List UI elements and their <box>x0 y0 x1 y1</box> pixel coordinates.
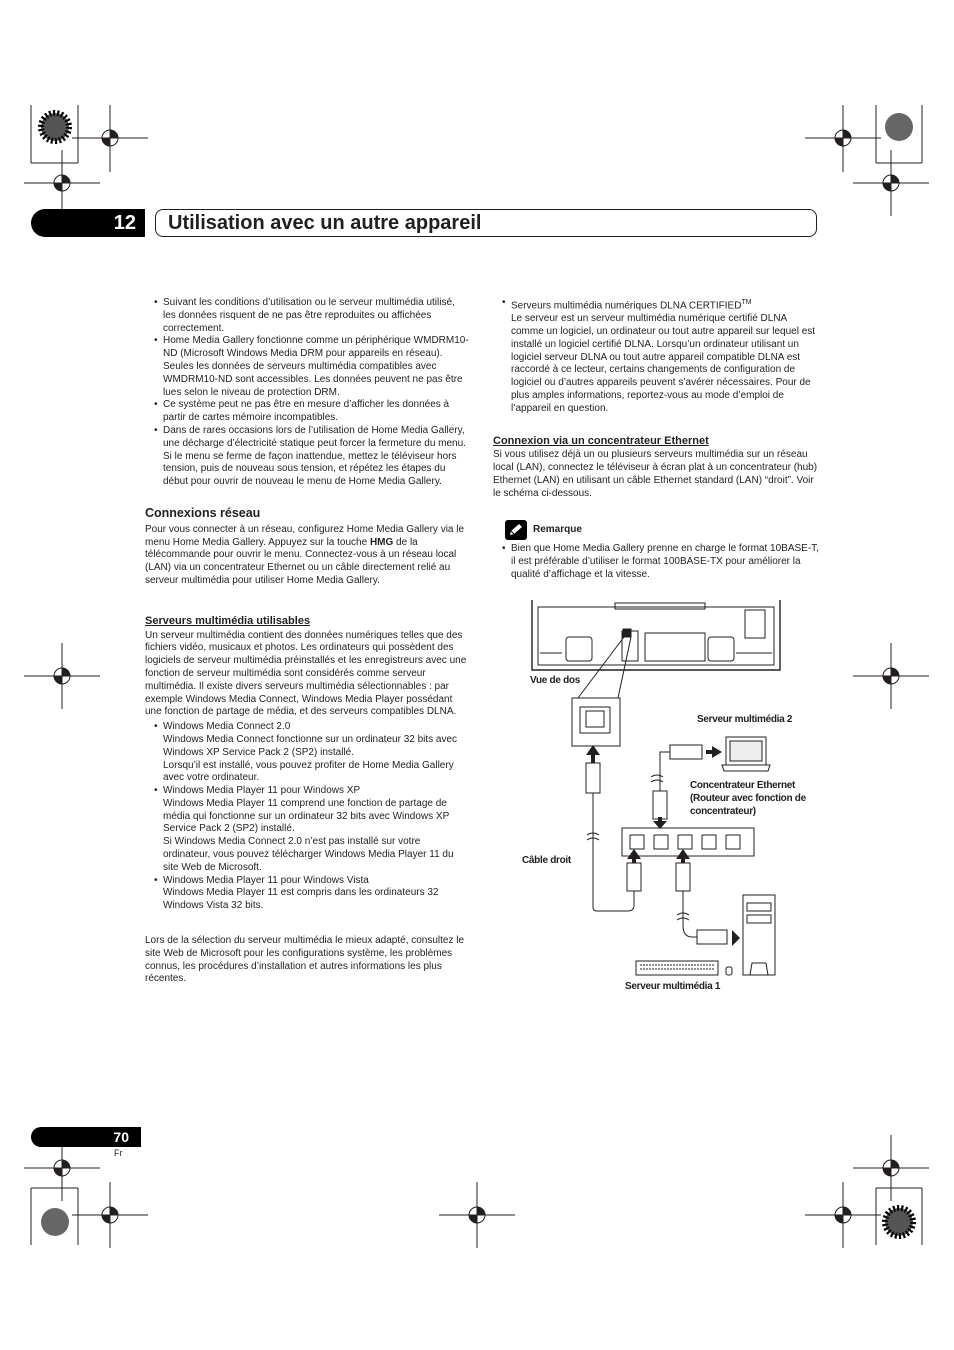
list-item-text: Windows Media Player 11 est compris dans les ordinateurs 32 Windows Vista 32 bits. <box>163 887 439 912</box>
list-item: • Dans de rares occasions lors de l’utilisation de Home Media Gallery, une décharge d’électricité statique peut forcer la fermeture du menu. Si le menu se ferme de façon inattendue, mettez le téléviseur hors tension, puis de nouveau sous tension, et répétez les étapes du début pour ouvrir de nouveau le menu de Home Media Gallery. <box>145 425 470 489</box>
note-header <box>505 520 819 540</box>
paragraph: Lors de la sélection du serveur multimédia le mieux adapté, consultez le site Web de Microsoft pour les configurations système, les problèmes connus, les procédures d’installation et autres informations les plus récentes. <box>145 935 465 985</box>
paragraph: Un serveur multimédia contient des données numériques telles que des fichiers vidéo, musicaux et photos. Les ordinateurs qui possèdent des logiciels de serveur multimédia préinstallés et les enregistreurs avec une fonction de serveur multimédia sont considérés comme serveur multimédia. Il existe divers serveurs multimédia sélectionnables : par exemple Windows Media Connect, Windows Media Player possédant une fonction de partage de média, et des serveurs compatibles DLNA. <box>145 629 467 718</box>
keyboard-icon <box>636 961 718 975</box>
list-item <box>145 875 470 913</box>
label-rear-view: Vue de dos <box>530 675 580 686</box>
note-label: Remarque <box>533 524 582 536</box>
right-column <box>493 297 819 582</box>
label-cable: Câble droit <box>522 855 571 866</box>
section-heading: Connexions réseau <box>145 505 261 520</box>
lan-port-box <box>572 698 620 746</box>
left-column <box>145 297 470 986</box>
label-hub <box>690 779 806 818</box>
list-item: • Ce système peut ne pas être en mesure d’afficher les données à partir de cartes mémoire incompatibles. <box>145 399 470 425</box>
list-item-text: Lorsqu’il est installé, vous pouvez profiter de Home Media Gallery avec votre ordinateur. <box>163 759 454 784</box>
network-diagram <box>500 595 820 1005</box>
page-number-badge <box>31 1127 141 1147</box>
list-item <box>145 721 470 785</box>
list-item <box>145 785 470 875</box>
key-label: HMG <box>369 536 394 548</box>
note-text: • Bien que Home Media Gallery prenne en charge le format 10BASE-T, il est préférable d’utiliser le format 100BASE-TX pour améliorer la qualité d’affichage et la vitesse. <box>493 543 819 581</box>
list-item <box>493 297 819 313</box>
paragraph: Si vous utilisez déjà un ou plusieurs serveurs multimédia sur un réseau local (LAN), connectez le téléviseur à écran plat à un concentrateur (hub) Ethernet (LAN) en utilisant un câble Ethernet standard (LAN) “droit”. Voir le schéma ci-dessous. <box>493 449 818 499</box>
paragraph <box>145 524 470 588</box>
list-item-title: Serveurs multimédia numériques DLNA CERTIFIED <box>511 300 742 312</box>
page-number: 70 <box>113 1129 129 1145</box>
language-code: Fr <box>114 1148 123 1158</box>
chapter-title: Utilisation avec un autre appareil <box>155 209 817 237</box>
label-hub-line: concentrateur) <box>690 806 756 817</box>
label-server-1: Serveur multimédia 1 <box>625 981 721 992</box>
label-hub-line: Concentrateur Ethernet <box>690 780 796 791</box>
pencil-note-icon <box>505 520 527 540</box>
list-item-title: • Windows Media Player 11 pour Windows Vista <box>145 875 470 888</box>
list-item-text: Le serveur est un serveur multimédia numérique certifié DLNA comme un logiciel, un ordinateur ou tout autre appareil sur lequel est installé un logiciel certifié DLNA. Lorsqu’un ordinateur utilisant un logiciel serveur DLNA ou tout autre appareil compatible DLNA est raccordé à ce lecteur, certains changements de configuration de logiciel ou d’autres appareils peuvent s’avérer nécessaires. Pour de plus amples informations, reportez-vous au mode d’emploi de l’appareil en question. <box>511 313 816 414</box>
list-item-text: Windows Media Player 11 comprend une fonction de partage de média qui fonctionne sur un ordinateur 32 bits avec Windows XP Service Pack 2 (SP2) installé. <box>163 797 450 835</box>
text-span: de la télécommande pour ouvrir le menu. Connectez-vous à un réseau local (LAN) via un concentrateur Ethernet ou un câble directement relié au serveur multimédia pour utiliser Home Media Gallery. <box>145 536 457 586</box>
label-server-2: Serveur multimédia 2 <box>697 714 793 725</box>
subsection-heading: Connexion via un concentrateur Ethernet <box>493 434 709 447</box>
list-item: • Home Media Gallery fonctionne comme un périphérique WMDRM10-ND (Microsoft Windows Media DRM pour appareils en réseau). Seules les données de serveurs multimédia compatibles avec WMDRM10-ND sont accessibles. Les données peuvent ne pas être lues selon le niveau de protection DRM. <box>145 335 470 399</box>
chapter-number: 12 <box>113 211 136 234</box>
subsection-heading: Serveurs multimédia utilisables <box>145 614 311 627</box>
tv-rear-panel <box>538 607 774 665</box>
list-item-title: • Windows Media Connect 2.0 <box>145 721 470 734</box>
list-item-text: Si Windows Media Connect 2.0 n’est pas installé sur votre ordinateur, vous pouvez télécharger Windows Media Player 11 du site Web de Microsoft. <box>163 836 454 873</box>
list-item-title: • Windows Media Player 11 pour Windows XP <box>145 785 470 798</box>
trademark: TM <box>741 299 752 306</box>
chapter-number-badge <box>31 209 145 237</box>
label-hub-line: (Routeur avec fonction de <box>690 793 806 804</box>
list-item: • Suivant les conditions d’utilisation ou le serveur multimédia utilisé, les données risquent de ne pas être reproduites ou affichées correctement. <box>145 297 470 335</box>
list-item-text: Windows Media Connect fonctionne sur un ordinateur 32 bits avec Windows XP Service Pack 2 (SP2) installé. <box>163 733 458 758</box>
text-span: Pour vous connecter à un réseau, configurez Home Media Gallery via le menu Home Media Gallery. Appuyez sur la touche <box>145 523 465 548</box>
ethernet-hub <box>622 828 754 856</box>
